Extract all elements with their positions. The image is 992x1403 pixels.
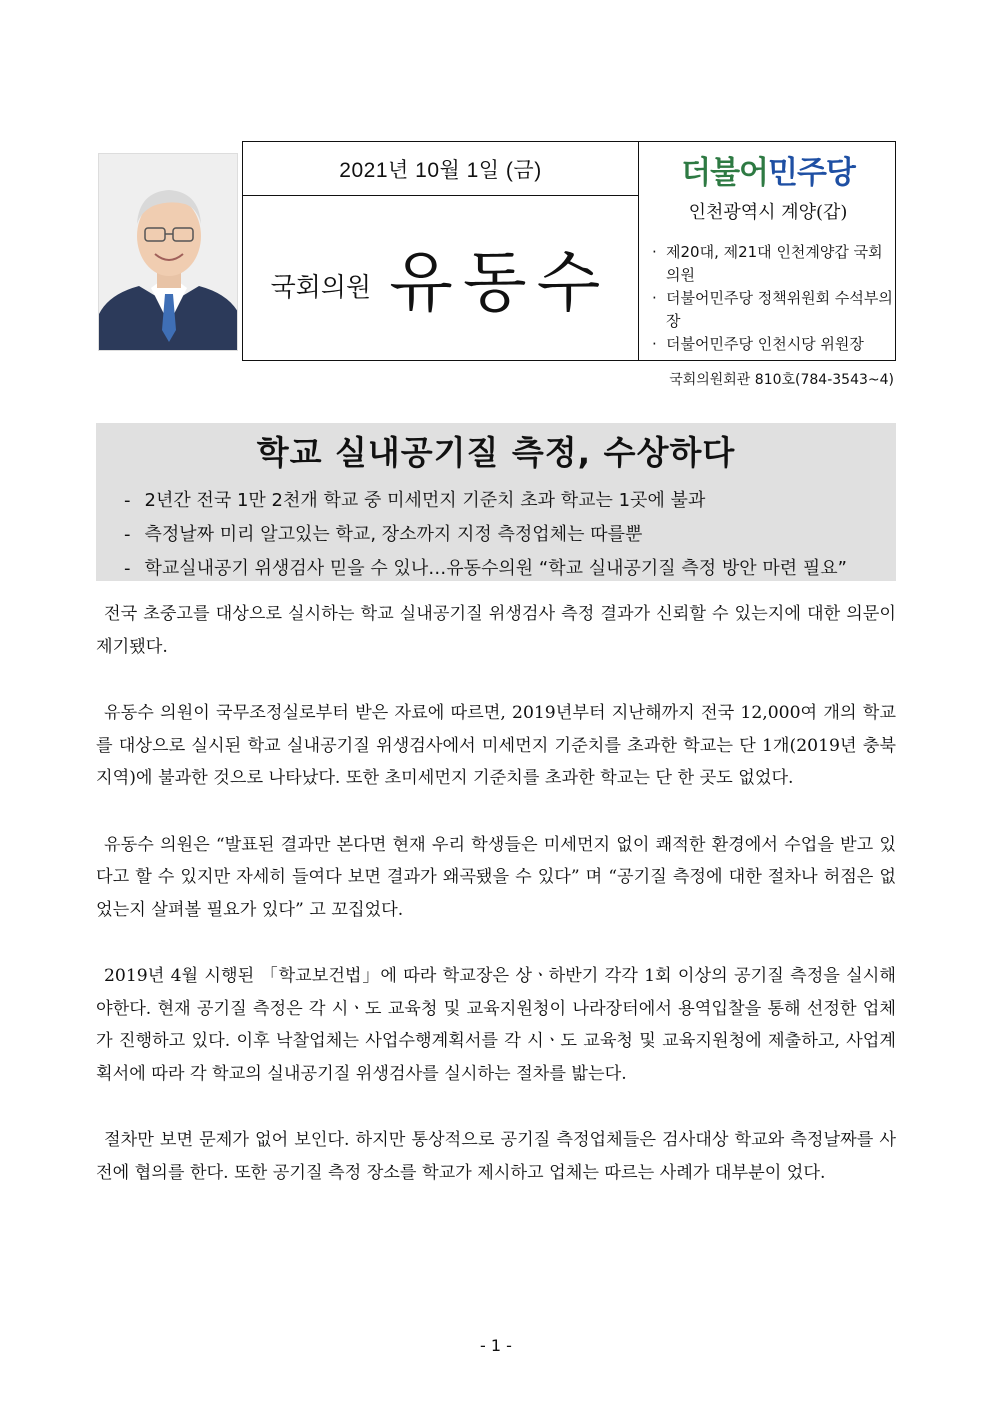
subtitle-line — [124, 520, 642, 546]
subtitle-line — [124, 486, 705, 512]
release-date: 2021년 10월 1일 (금) — [339, 158, 542, 182]
name-cell — [243, 196, 639, 360]
date-cell — [243, 142, 639, 196]
subtitle-dash: - — [124, 490, 131, 511]
party-cell — [640, 141, 896, 371]
party-logo-part2: 민주당 — [768, 155, 855, 191]
headline-box — [96, 423, 896, 581]
subtitle-dash: - — [124, 558, 131, 579]
subtitle-dash: - — [124, 524, 131, 545]
office-info: 국회의원회관 810호(784-3543~4) — [669, 372, 894, 388]
portrait-illustration — [99, 154, 238, 351]
body-paragraph: 유동수 의원이 국무조정실로부터 받은 자료에 따르면, 2019년부터 지난해까지 전국 12,000여 개의 학교를 대상으로 실시된 학교 실내공기질 위생검사에서 미세먼지 기준치를 초과한 학교는 단 1개(2019년 충북지역)에 불과한 것으로 나타났다. 또한 초미세먼지 기준치를 초과한 학교는 단 한 곳도 없었다. — [96, 703, 896, 788]
body-paragraph: 유동수 의원은 “발표된 결과만 본다면 현재 우리 학생들은 미세먼지 없이 쾌적한 환경에서 수업을 받고 있다고 할 수 있지만 자세히 들여다 보면 결과가 왜곡됐을 수 있다” 며 “공기질 측정에 대한 절차나 허점은 없었는지 살펴볼 필요가 있다” 고 꼬집었다. — [96, 834, 896, 920]
member-role: 국회의원 — [270, 272, 372, 303]
portrait-photo — [98, 153, 238, 351]
article-body — [96, 598, 896, 1189]
subtitle-line — [124, 554, 847, 580]
career-item: · 더불어민주당 정책위원회 수석부의장 — [650, 287, 896, 333]
body-paragraph: 2019년 4월 시행된 「학교보건법」에 따라 학교장은 상ㆍ하반기 각각 1회 이상의 공기질 측정을 실시해야한다. 현재 공기질 측정은 각 시ㆍ도 교육청 및 교육지원청이 나라장터에서 용역입찰을 통해 선정한 업체가 진행하고 있다. 이후 낙찰업체는 사업수행계획서를 각 시ㆍ도 교육청 및 교육지원청에 제출하고, 사업계획서에 따라 각 학교의 실내공기질 위생검사를 실시하는 절차를 밟는다. — [96, 966, 896, 1084]
page-number: - 1 - — [480, 1336, 512, 1355]
constituency: 인천광역시 계양(갑) — [688, 202, 848, 223]
career-list — [650, 241, 896, 356]
party-logo — [640, 147, 896, 192]
body-paragraph: 전국 초중고를 대상으로 실시하는 학교 실내공기질 위생검사 측정 결과가 신뢰할 수 있는지에 대한 의문이 제기됐다. — [96, 604, 896, 657]
party-logo-part1: 더불어 — [681, 155, 768, 191]
headline-title: 학교 실내공기질 측정, 수상하다 — [256, 433, 736, 472]
career-item: · 더불어민주당 인천시당 위원장 — [650, 333, 896, 356]
career-item: · 제20대, 제21대 인천계양갑 국회의원 — [650, 241, 896, 287]
member-name: 유동수 — [389, 243, 611, 321]
body-paragraph: 절차만 보면 문제가 없어 보인다. 하지만 통상적으로 공기질 측정업체들은 검사대상 학교와 측정날짜를 사전에 협의를 한다. 또한 공기질 측정 장소를 학교가 제시하고 업체는 따르는 사례가 대부분이 었다. — [96, 1130, 896, 1183]
subtitle-text: 2년간 전국 1만 2천개 학교 중 미세먼지 기준치 초과 학교는 1곳에 불과 — [144, 490, 706, 511]
subtitle-text: 학교실내공기 위생검사 믿을 수 있나…유동수의원 “학교 실내공기질 측정 방안 마련 필요” — [144, 558, 847, 579]
subtitle-text: 측정날짜 미리 알고있는 학교, 장소까지 지정 측정업체는 따를뿐 — [144, 524, 643, 545]
